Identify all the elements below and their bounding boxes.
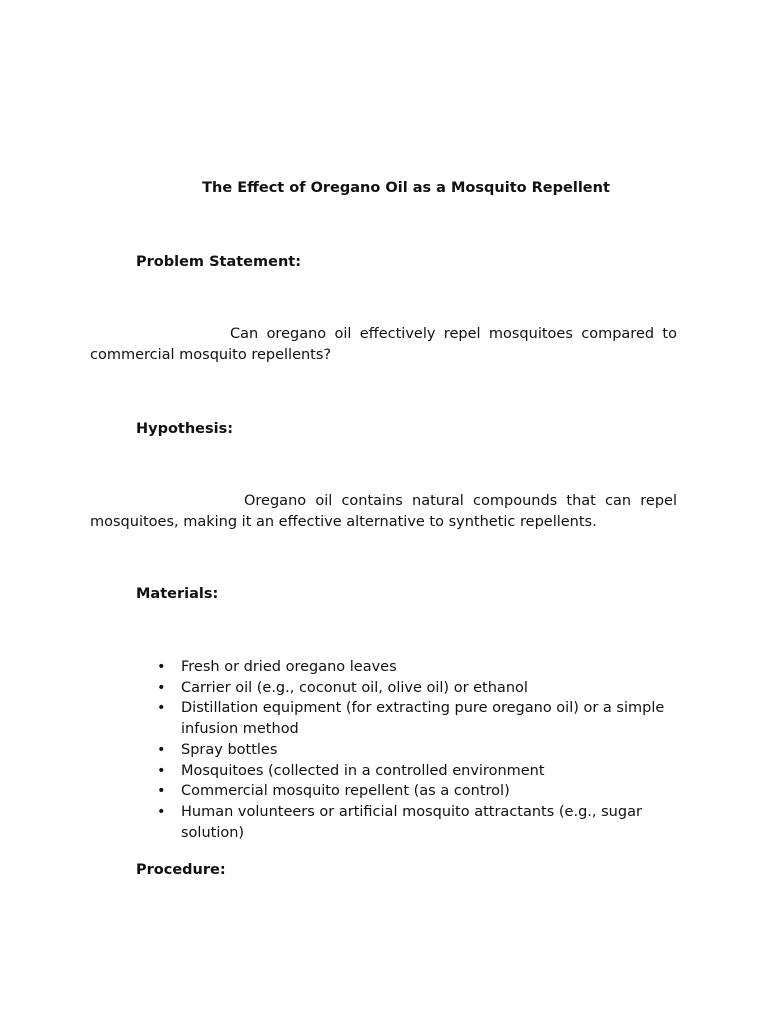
list-item: [157, 761, 681, 782]
problem-statement-text: Can oregano oil effectively repel mosquitoes compared to commercial mosquito repellents?: [90, 326, 677, 363]
hypothesis-text: Oregano oil contains natural compounds that can repel mosquitoes, making it an effective alternative to synthetic repellents.: [90, 493, 677, 530]
list-item: [157, 698, 681, 739]
bullet-icon: •: [157, 741, 166, 758]
material-item-text: Human volunteers or artificial mosquito attractants (e.g., sugar solution): [181, 803, 642, 841]
material-item-text: Mosquitoes (collected in a controlled environment: [181, 762, 545, 779]
materials-heading: Materials:: [136, 586, 219, 602]
hypothesis-heading: Hypothesis:: [136, 421, 234, 437]
list-item: [157, 781, 681, 802]
bullet-icon: •: [157, 659, 166, 675]
material-item-text: Commercial mosquito repellent (as a control): [181, 783, 510, 800]
bullet-icon: •: [157, 783, 166, 800]
bullet-icon: •: [157, 762, 166, 779]
list-item: [157, 740, 681, 761]
bullet-icon: •: [157, 803, 166, 820]
list-item: [157, 678, 681, 699]
procedure-heading: Procedure:: [136, 862, 226, 878]
problem-statement-heading: Problem Statement:: [136, 254, 302, 270]
list-item: [157, 802, 681, 843]
bullet-icon: •: [157, 679, 166, 696]
material-item-text: Fresh or dried oregano leaves: [181, 659, 397, 675]
document-title: The Effect of Oregano Oil as a Mosquito Repellent: [202, 180, 610, 196]
materials-list: [157, 657, 681, 843]
material-item-text: Spray bottles: [181, 741, 278, 758]
material-item-text: Carrier oil (e.g., coconut oil, olive oil) or ethanol: [181, 679, 528, 696]
material-item-text: Distillation equipment (for extracting pure oregano oil) or a simple infusion method: [181, 700, 665, 738]
list-item: [157, 657, 681, 678]
bullet-icon: •: [157, 700, 166, 717]
